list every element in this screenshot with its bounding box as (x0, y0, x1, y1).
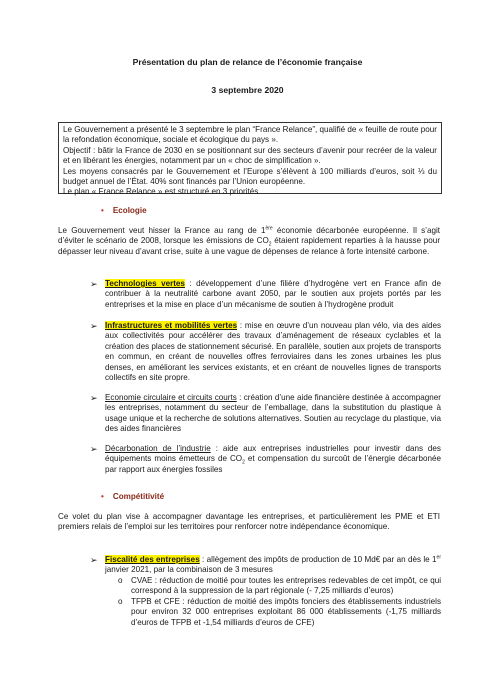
arrow-bullet-icon: ➢ (90, 444, 98, 454)
summary-paragraph: Les moyens consacrés par le Gouvernement et l’Europe s’élèvent à 100 milliards d’euros, soit ⅓ du budget annuel de l’État. 40% sont financés par l’Union européenne. (63, 166, 437, 187)
bullet-icon: • (101, 492, 104, 501)
arrow-bullet-icon: ➢ (90, 393, 98, 403)
summary-paragraph: Objectif : bâtir la France de 2030 en se positionnant sur des secteurs d’avenir pour recréer de la valeur et en libérant les énergies, notamment par un « choc de simplification ». (63, 145, 437, 166)
section-heading-ecologie: • Ecologie (101, 206, 147, 215)
arrow-bullet-icon: ➢ (90, 279, 98, 289)
sub-item-cvae: o CVAE : réduction de moitié pour toutes les entreprises redevables de cet impôt, ce qui correspond à la suppression de la part régionale (- 7,25 milliards d’euros) (118, 576, 441, 596)
document-title: Présentation du plan de relance de l’économie française (132, 57, 363, 67)
competitivite-intro: Ce volet du plan vise à accompagner davantage les entreprises, et particulièrement les PME et ETI premiers relais de l’emploi sur les territoires pour renforcer notre indépendance économique. (58, 512, 440, 532)
arrow-bullet-icon: ➢ (90, 555, 98, 565)
list-item-infrastructures: ➢ Infrastructures et mobilités vertes : mise en œuvre d’un nouveau plan vélo, via des aides aux collectivités pour accélérer des travaux d’aménagement de réseaux cyclables et la création des places de stationnement sécurisé. En parallèle, soutien aux projets de transports en commun, en créant de nouvelles offres ferroviaires dans les zones urbaines les plus denses, en améliorant les services existants, et en créant de nouvelles lignes de transports collectifs en site propre. (90, 321, 441, 383)
summary-box (58, 122, 442, 197)
sub-item-tfpb-cfe: o TFPB et CFE : réduction de moitié des impôts fonciers des établissements industriels pour environ 32 000 entreprises exploitant 86 000 établissements (-1,75 milliards d’euros de TFPB et -1,54 milliards d’euros de CFE) (118, 597, 441, 627)
list-item-technologies-vertes: ➢ Technologies vertes : développement d’une filière d’hydrogène vert en France afin de contribuer à la neutralité carbone avant 2050, par le soutien aux projets portés par les entreprises et la mise en place d’un mécanisme de soutien à l’hydrogène produit (90, 279, 441, 309)
arrow-bullet-icon: ➢ (90, 321, 98, 331)
ecologie-intro: Le Gouvernement veut hisser la France au rang de 1ère économie décarbonée européenne. Il s’agit d’éviter le scénario de 2008, lorsque les émissions de $CO_2$ étaient rapidement reparties à la hausse pour dépasser leur niveau d’avant crise, suite à une vague de dépenses de relance à forte intensité carbone. (58, 225, 441, 256)
circle-bullet-icon: o (118, 576, 123, 585)
summary-paragraph: Le Gouvernement a présenté le 3 septembre le plan “France Relance”, qualifié de « feuille de route pour la refondation économique, sociale et écologique du pays ». (63, 125, 437, 145)
list-item-economie-circulaire: ➢ Economie circulaire et circuits courts : création d’une aide financière destinée à accompagner les entreprises, notamment du secteur de l’emballage, dans la substitution du plastique à usage unique et la recherche de solutions alternatives. Soutien au recyclage du plastique, via des aides financières (90, 393, 441, 434)
summary-paragraph: Le plan « France Relance » est structuré en 3 priorités (63, 187, 259, 197)
document-date: 3 septembre 2020 (211, 85, 284, 95)
section-heading-competitivite: • Compétitivité (101, 492, 165, 501)
circle-bullet-icon: o (118, 597, 123, 606)
list-item-fiscalite: ➢ Fiscalité des entreprises : allègement des impôts de production de 10 Md€ par an dès le 1er janvier 2021, par la combinaison de 3 mesures (90, 554, 441, 575)
bullet-icon: • (101, 206, 104, 215)
list-item-decarbonation: ➢ Décarbonation de l’industrie : aide aux entreprises industrielles pour investir dans des équipements moins émetteurs de $CO_2$ et compensation du surcoût de l’énergie décarbonée par rapport aux énergies fossiles (90, 444, 442, 474)
